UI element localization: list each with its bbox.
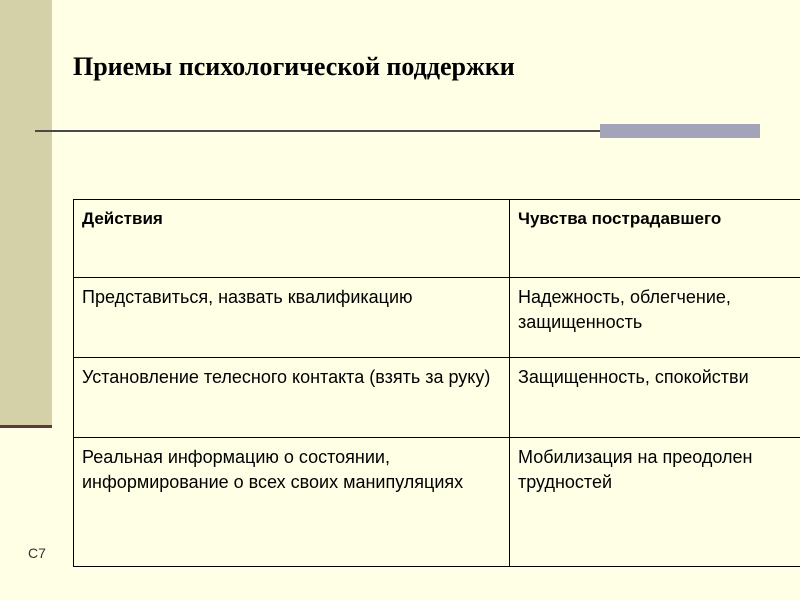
feeling-cell: Защищенность, спокойстви [510,358,800,438]
action-cell: Установление телесного контакта (взять за руку) [74,358,510,438]
slide-number: С7 [28,545,46,561]
table-row [74,278,800,358]
support-techniques-table [73,199,800,566]
header-actions: Действия [74,200,510,278]
table-row [74,438,800,567]
slide-title: Приемы психологической поддержки [73,52,515,81]
action-cell: Реальная информацию о состоянии, информирование о всех своих манипуляциях [74,438,510,567]
title-divider-accent [600,124,760,138]
action-cell: Представиться, назвать квалификацию [74,278,510,358]
feeling-cell: Мобилизация на преодолен трудностей [510,438,800,567]
table-header-row [74,200,800,278]
techniques-table [73,199,800,567]
table-row [74,358,800,438]
feeling-cell: Надежность, облегчение, защищенность [510,278,800,358]
left-band-rule [0,425,52,428]
title-divider-line [35,130,605,132]
header-feelings: Чувства пострадавшего [510,200,800,278]
left-decorative-band [0,0,52,426]
